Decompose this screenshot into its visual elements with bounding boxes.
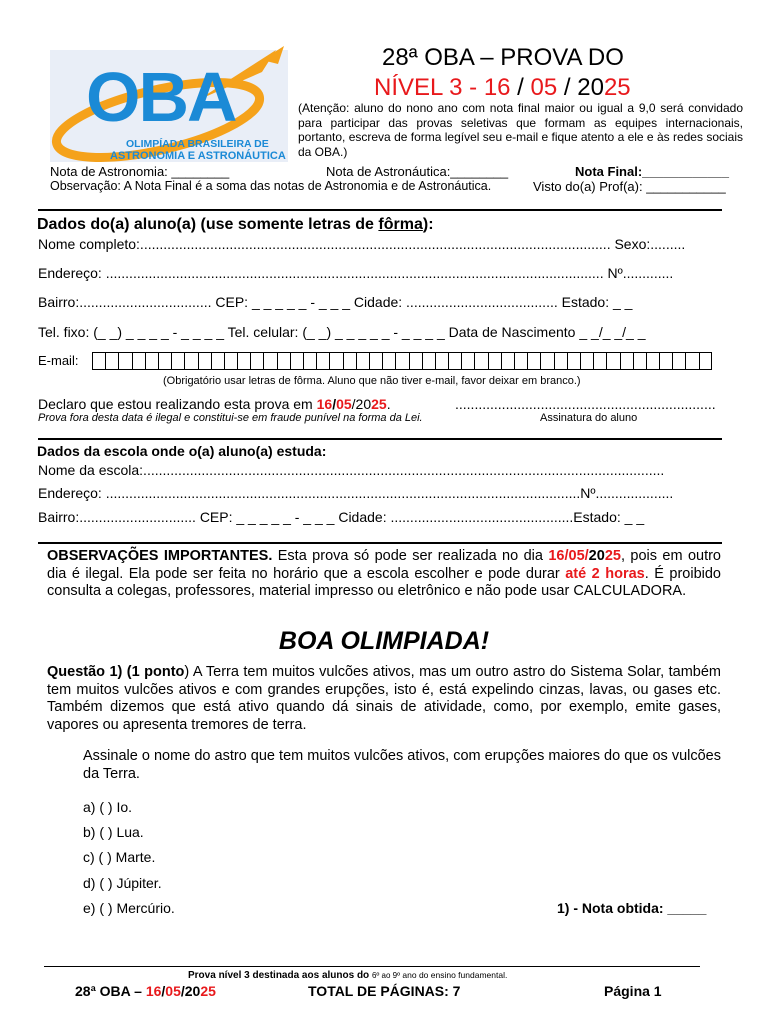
title-sep-2: / 20 <box>557 74 604 101</box>
email-char-box[interactable] <box>554 352 567 370</box>
questao-1-prompt: Assinale o nome do astro que tem muitos vulcões ativos, com erupções maiores do que os vulcões da Terra. <box>83 748 721 782</box>
email-char-box[interactable] <box>382 352 395 370</box>
declaracao-text: Declaro que estou realizando esta prova em <box>38 396 317 412</box>
attention-note: (Atenção: aluno do nono ano com nota final maior ou igual a 9,0 será convidado para participar das provas seletivas que formam as equipes internacionais, portanto, escreva de forma legível seu e-mail e fique atento a ele e às redes sociais da OBA.) <box>298 101 743 159</box>
assinatura-label: Assinatura do aluno <box>540 412 638 424</box>
fraude-warning: Prova fora desta data é ilegal e constitui-se em fraude punível na forma da Lei. <box>38 412 423 424</box>
observacoes-date-1: 16/05/ <box>548 548 589 564</box>
boa-olimpiada-heading: BOA OLIMPIADA! <box>278 627 490 655</box>
title-year-end: 25 <box>603 74 631 101</box>
email-char-box[interactable] <box>303 352 316 370</box>
declaracao-sep-1: / <box>332 396 337 412</box>
email-char-box[interactable] <box>277 352 290 370</box>
email-char-box[interactable] <box>105 352 118 370</box>
email-char-box[interactable] <box>92 352 105 370</box>
email-char-box[interactable] <box>118 352 131 370</box>
email-char-box[interactable] <box>198 352 211 370</box>
assinatura-line[interactable]: ................................................................... <box>455 396 716 412</box>
escola-bairro-field[interactable]: Bairro:.............................. CEP: _ _ _ _ _ - _ _ _ Cidade: ...............................................Estado: _ _ <box>38 509 645 525</box>
nota-final-field[interactable]: Nota Final:____________ <box>575 164 729 179</box>
declaracao <box>38 396 391 413</box>
title-sep-1: / <box>510 74 531 101</box>
email-note: (Obrigatório usar letras de fôrma. Aluno que não tiver e-mail, favor deixar em branco.) <box>163 375 581 387</box>
option-c[interactable]: c) ( ) Marte. <box>83 849 156 865</box>
observacoes-date-3: 25 <box>604 548 621 564</box>
email-char-box[interactable] <box>488 352 501 370</box>
email-char-box[interactable] <box>290 352 303 370</box>
email-char-box[interactable] <box>211 352 224 370</box>
email-char-box[interactable] <box>633 352 646 370</box>
observacao-nota: Observação: A Nota Final é a soma das notas de Astronomia e de Astronáutica. <box>50 179 492 193</box>
email-char-box[interactable] <box>250 352 263 370</box>
email-char-box[interactable] <box>606 352 619 370</box>
email-char-box[interactable] <box>659 352 672 370</box>
nome-completo-field[interactable]: Nome completo:......................................................................................................................... Sexo:......... <box>38 236 686 252</box>
option-a[interactable]: a) ( ) Io. <box>83 799 133 815</box>
email-char-box[interactable] <box>474 352 487 370</box>
aluno-heading-b: ): <box>422 216 434 233</box>
email-char-box[interactable] <box>132 352 145 370</box>
email-char-box[interactable] <box>395 352 408 370</box>
footer-prova-nivel-text: Prova nível 3 destinada aos alunos do <box>188 970 372 981</box>
level-label: NÍVEL 3 - 16 <box>374 74 511 101</box>
level-date-title <box>374 74 631 102</box>
email-char-box[interactable] <box>422 352 435 370</box>
observacoes-text-c: . É proibido consulta a colegas, professores, material impresso ou eletrônico e não pode usar CALCULADORA. <box>47 565 721 599</box>
footer-sep-1: / <box>161 983 166 999</box>
endereco-field[interactable]: Endereço: ................................................................................................................................ Nº............. <box>38 265 674 281</box>
nota-astronautica-field[interactable]: Nota de Astronáutica:________ <box>326 164 509 179</box>
aluno-heading-a: Dados do(a) aluno(a) (use somente letras de <box>37 216 379 233</box>
escola-nome-field[interactable]: Nome da escola:...................................................................................................................................... <box>38 462 665 478</box>
oba-logo <box>48 42 293 164</box>
declaracao-day: 16 <box>316 396 333 412</box>
aluno-heading <box>37 215 434 234</box>
footer-prova-nivel <box>188 969 507 982</box>
email-char-box[interactable] <box>224 352 237 370</box>
footer-sep-2: /20 <box>180 983 201 999</box>
email-char-box[interactable] <box>158 352 171 370</box>
option-e[interactable]: e) ( ) Mercúrio. <box>83 900 175 916</box>
email-char-box[interactable] <box>685 352 698 370</box>
page-title: 28ª OBA – PROVA DO <box>382 44 624 71</box>
option-d[interactable]: d) ( ) Júpiter. <box>83 875 162 891</box>
footer-oba-date <box>75 983 216 1000</box>
email-char-box[interactable] <box>448 352 461 370</box>
footer-total-paginas: TOTAL DE PÁGINAS: 7 <box>308 983 461 999</box>
divider-3 <box>38 542 722 544</box>
email-char-box[interactable] <box>343 352 356 370</box>
observacoes-text-a: Esta prova só pode ser realizada no dia <box>272 548 549 564</box>
bairro-cep-cidade-field[interactable]: Bairro:.................................. CEP: _ _ _ _ _ - _ _ _ Cidade: ....................................... Estado: _ _ <box>38 294 633 310</box>
email-char-box[interactable] <box>316 352 329 370</box>
nota-obtida-field[interactable]: 1) - Nota obtida: _____ <box>557 900 707 916</box>
email-char-box[interactable] <box>501 352 514 370</box>
footer-oba: 28ª OBA – <box>75 983 146 999</box>
email-char-box[interactable] <box>184 352 197 370</box>
footer-day: 16 <box>145 983 162 999</box>
email-input-boxes[interactable] <box>92 352 712 370</box>
questao-1-label: Questão 1) (1 ponto <box>47 664 185 680</box>
nota-astronomia-field[interactable]: Nota de Astronomia: ________ <box>50 164 230 179</box>
logo-subtitle-2: ASTRONOMIA E ASTRONÁUTICA <box>110 150 286 162</box>
observacoes-text-b: , pois em outro dia é ilegal. Ela pode ser feita no horário que a escola escolher e pode durar <box>47 548 721 582</box>
email-char-box[interactable] <box>171 352 184 370</box>
title-month: 05 <box>530 74 558 101</box>
email-char-box[interactable] <box>409 352 422 370</box>
escola-endereco-field[interactable]: Endereço: ..........................................................................................................................Nº.................... <box>38 485 674 501</box>
email-char-box[interactable] <box>145 352 158 370</box>
email-char-box[interactable] <box>567 352 580 370</box>
aluno-heading-forma: fôrma <box>378 216 423 233</box>
declaracao-sep-2: /20 <box>351 396 372 412</box>
email-char-box[interactable] <box>356 352 369 370</box>
email-char-box[interactable] <box>435 352 448 370</box>
email-char-box[interactable] <box>263 352 276 370</box>
email-char-box[interactable] <box>237 352 250 370</box>
declaracao-year-end: 25 <box>371 396 387 412</box>
footer-series: 6º ao 9º <box>371 971 401 980</box>
footer-month: 05 <box>165 983 181 999</box>
email-char-box[interactable] <box>646 352 659 370</box>
questao-1-text <box>47 664 721 734</box>
email-label: E-mail: <box>38 353 79 368</box>
divider-1 <box>38 209 722 211</box>
email-char-box[interactable] <box>620 352 633 370</box>
declaracao-end: . <box>386 396 391 412</box>
observacoes-duration: até 2 horas <box>565 565 645 582</box>
email-char-box[interactable] <box>580 352 593 370</box>
telefone-nascimento-field[interactable]: Tel. fixo: (_ _) _ _ _ _ - _ _ _ _ Tel. celular: (_ _) _ _ _ _ _ - _ _ _ _ Data de Nascimento _ _/_ _/_ _ <box>38 324 646 340</box>
email-char-box[interactable] <box>672 352 685 370</box>
logo-wordmark: OBA <box>86 58 236 136</box>
email-char-box[interactable] <box>369 352 382 370</box>
observacoes-importantes <box>47 548 721 601</box>
footer-divider <box>44 966 700 967</box>
questao-1-body: ) A Terra tem muitos vulcões ativos, mas um outro astro do Sistema Solar, também tem muitos vulcões ativos e com grandes erupções, isto é, está expelindo cinzas, lavas, ou gases etc. Também dizemos que está ativo quando dá sinais de atividade, como, por exemplo, emite gases, vapores ou apresenta tremores de terra. <box>47 664 721 733</box>
email-char-box[interactable] <box>514 352 527 370</box>
footer-ensino: ano do ensino fundamental. <box>400 970 508 980</box>
email-char-box[interactable] <box>699 352 712 370</box>
escola-heading: Dados da escola onde o(a) aluno(a) estuda: <box>37 443 327 459</box>
visto-professor-field[interactable]: Visto do(a) Prof(a): ___________ <box>533 179 726 194</box>
footer-pagina: Página 1 <box>604 983 662 999</box>
email-char-box[interactable] <box>329 352 342 370</box>
declaracao-month: 05 <box>336 396 352 412</box>
divider-2 <box>38 438 722 440</box>
option-b[interactable]: b) ( ) Lua. <box>83 824 144 840</box>
email-char-box[interactable] <box>461 352 474 370</box>
email-char-box[interactable] <box>593 352 606 370</box>
observacoes-date-2: 20 <box>588 548 605 564</box>
email-char-box[interactable] <box>527 352 540 370</box>
email-char-box[interactable] <box>540 352 553 370</box>
footer-year-end: 25 <box>200 983 216 999</box>
logo-subtitle-1: OLIMPÍADA BRASILEIRA DE <box>126 138 269 150</box>
observacoes-label: OBSERVAÇÕES IMPORTANTES. <box>47 548 273 564</box>
